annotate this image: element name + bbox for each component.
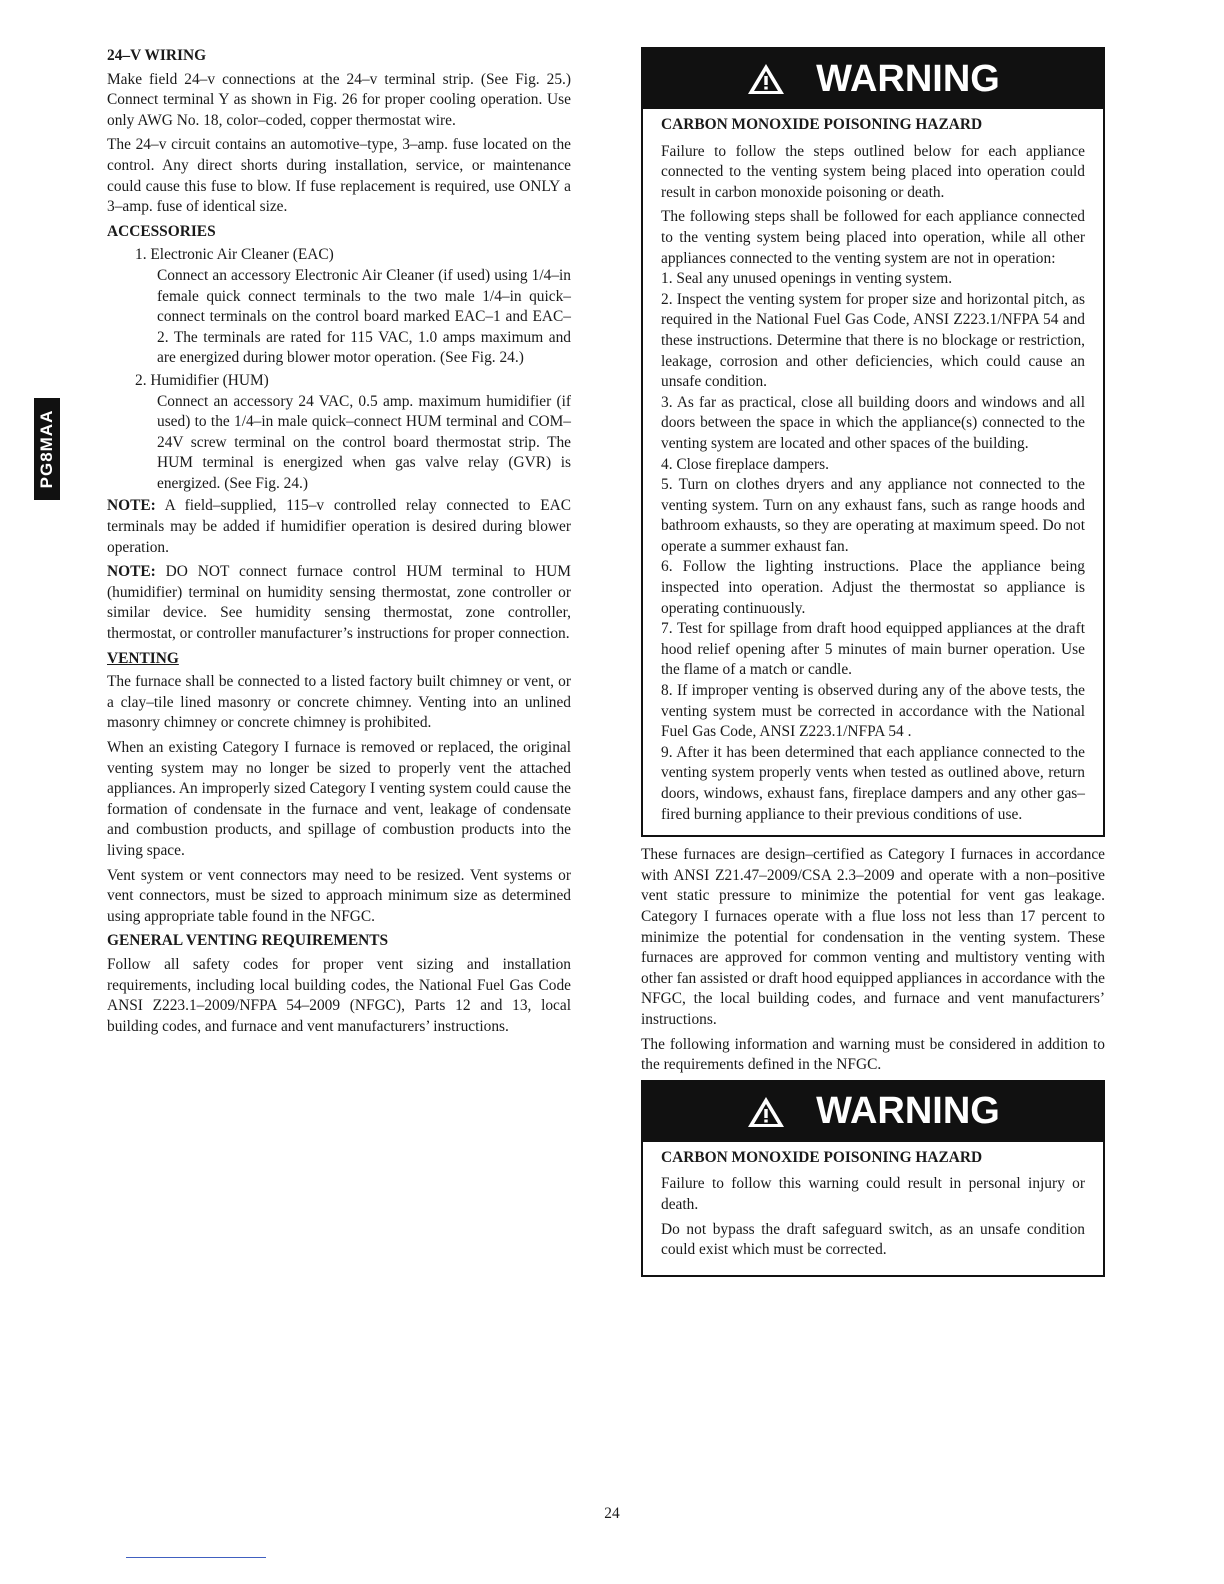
- left-column: [107, 46, 571, 1041]
- side-tab: [34, 398, 60, 500]
- warning-triangle-icon: [746, 1095, 786, 1129]
- category-paragraph: These furnaces are design–certified as Category I furnaces in accordance with ANSI Z21.47–2009/CSA 2.3–2009 and operate with a non–positive vent static pressure to minimize the potential for vent gas leakage. Category I furnaces operate with a flue loss not less than 17 percent to minimize the potential for condensation in the venting system. These furnaces are approved for common venting and multistory venting with other fan assisted or draft hood equipped appliances in accordance with the NFGC, the local building codes, and furnace and vent manufacturers’ instructions.: [641, 846, 1105, 1028]
- venting-heading: VENTING: [107, 649, 179, 667]
- warning-step: 3. As far as practical, close all building doors and windows and all doors between the space in which the appliance(s) connected to the venting system are located and other spaces of the building.: [661, 393, 1085, 452]
- note-2-text: DO NOT connect furnace control HUM terminal to HUM (humidifier) terminal on humidity sensing thermostat, zone controller or similar device. See humidity sensing thermostat, zone controller, thermostat, or controller manufacturer’s instructions for proper connection.: [107, 563, 571, 643]
- wiring-paragraph-1: Make field 24–v connections at the 24–v terminal strip. (See Fig. 25.) Connect terminal Y as shown in Fig. 26 for proper cooling operation. Use only AWG No. 18, color–coded, copper thermostat wire.: [107, 70, 571, 129]
- footer-rule: [126, 1557, 266, 1558]
- wiring-heading: 24–V WIRING: [107, 47, 207, 64]
- warning-step: 7. Test for spillage from draft hood equipped appliances at the draft hood relief opening after 5 minutes of main burner operation. Use the flame of a match or candle.: [661, 620, 1085, 679]
- warning-step: 2. Inspect the venting system for proper size and horizontal pitch, as required in the National Fuel Gas Code, ANSI Z223.1/NFPA 54 and these instructions. Determine that there is no blockage or restriction, leakage, corrosion and other deficiencies, which could cause an unsafe condition.: [661, 290, 1085, 391]
- venting-paragraph-3: Vent system or vent connectors may need to be resized. Vent systems or vent connectors, must be sized to approach minimum size as determined using appropriate table found in the NFGC.: [107, 866, 571, 925]
- warning-box-1: [641, 47, 1105, 837]
- page-number: 24: [604, 1505, 620, 1522]
- warning-label-2: WARNING: [816, 1090, 1000, 1133]
- accessory-item: [107, 371, 571, 495]
- warning-body-2: [643, 1142, 1103, 1275]
- hazard-title-1: CARBON MONOXIDE POISONING HAZARD: [661, 116, 983, 133]
- warning-label-1: WARNING: [816, 57, 1000, 100]
- warning-header-2: [643, 1082, 1103, 1142]
- venting-paragraph-2: When an existing Category I furnace is removed or replaced, the original venting system may no longer be sized to properly vent the attached appliances. An improperly sized Category I venting system could cause the formation of condensate in the furnace and vent, leakage of condensate and combustion products, and spillage of combustion products into the living space.: [107, 739, 571, 859]
- wiring-paragraph-2: The 24–v circuit contains an automotive–type, 3–amp. fuse located on the control. Any direct shorts during installation, service, or maintenance could cause this fuse to blow. If fuse replacement is required, use ONLY a 3–amp. fuse of identical size.: [107, 136, 571, 216]
- warning-1-paragraph-2: The following steps shall be followed for each appliance connected to the venting system being placed into operation, while all other appliances connected to the venting system are not in operation:: [661, 208, 1085, 267]
- warning-step: 6. Follow the lighting instructions. Place the appliance being inspected into operation. Adjust the thermostat so appliance is operating continuously.: [661, 558, 1085, 617]
- nfgc-paragraph: The following information and warning must be considered in addition to the requirements defined in the NFGC.: [641, 1035, 1105, 1074]
- accessory-text: Connect an accessory Electronic Air Cleaner (if used) using 1/4–in female quick connect terminals to the two male 1/4–in quick–connect terminals on the control board marked EAC–1 and EAC–2. The terminals are rated for 115 VAC, 1.0 amps maximum and are energized during blower motor operation. (See Fig. 24.): [157, 266, 571, 367]
- general-venting-paragraph: Follow all safety codes for proper vent sizing and installation requirements, including local building codes, the National Fuel Gas Code ANSI Z223.1–2009/NFPA 54–2009 (NFGC), Parts 12 and 13, local building codes, and furnace and vent manufacturers’ instructions.: [107, 955, 571, 1035]
- warning-triangle-icon: [746, 62, 786, 96]
- warning-box-2: [641, 1080, 1105, 1277]
- warning-2-paragraph-2: Do not bypass the draft safeguard switch, as an unsafe condition could exist which must be corrected.: [661, 1220, 1085, 1259]
- note-2-label: NOTE:: [107, 563, 156, 581]
- warning-1-paragraph-1: Failure to follow the steps outlined below for each appliance connected to the venting system being placed into operation could result in carbon monoxide poisoning or death.: [661, 142, 1085, 201]
- warning-header-1: [643, 49, 1103, 109]
- accessory-item: [107, 245, 571, 369]
- warning-step: 1. Seal any unused openings in venting system.: [661, 270, 953, 288]
- warning-2-paragraph-1: Failure to follow this warning could result in personal injury or death.: [661, 1175, 1085, 1213]
- note-2: [107, 562, 571, 644]
- right-column: [641, 47, 1105, 1277]
- side-tab-label: PG8MAA: [37, 409, 56, 489]
- accessory-title: 1. Electronic Air Cleaner (EAC): [135, 246, 334, 264]
- note-1: [107, 496, 571, 558]
- warning-step: 5. Turn on clothes dryers and any appliance not connected to the venting system. Turn on any exhaust fans, such as range hoods and bathroom exhausts, so they are operating at maximum speed. Do not operate a summer exhaust fan.: [661, 476, 1085, 555]
- accessory-text: Connect an accessory 24 VAC, 0.5 amp. maximum humidifier (if used) to the 1/4–in male quick–connect HUM terminal and COM–24V screw terminal on the control board thermostat strip. The HUM terminal is energized when gas valve relay (GVR) is energized. (See Fig. 24.): [157, 392, 571, 492]
- warning-body-1: [643, 109, 1103, 835]
- note-1-label: NOTE:: [107, 497, 156, 515]
- warning-step: 4. Close fireplace dampers.: [661, 455, 829, 473]
- note-1-text: A field–supplied, 115–v controlled relay connected to EAC terminals may be added if humidifier operation is desired during blower operation.: [107, 497, 571, 556]
- venting-paragraph-1: The furnace shall be connected to a listed factory built chimney or vent, or a clay–tile lined masonry or concrete chimney. Venting into an unlined masonry chimney or concrete chimney is prohibited.: [107, 673, 571, 732]
- accessories-heading: ACCESSORIES: [107, 222, 216, 240]
- hazard-title-2: CARBON MONOXIDE POISONING HAZARD: [661, 1148, 983, 1166]
- warning-step: 9. After it has been determined that each appliance connected to the venting system properly vents when tested as outlined above, return doors, windows, exhaust fans, fireplace dampers and any other gas–fired burning appliance to their previous conditions of use.: [661, 743, 1085, 823]
- warning-step: 8. If improper venting is observed during any of the above tests, the venting system must be corrected in accordance with the National Fuel Gas Code, ANSI Z223.1/NFPA 54 .: [661, 682, 1085, 741]
- accessory-title: 2. Humidifier (HUM): [135, 371, 269, 389]
- general-venting-heading: GENERAL VENTING REQUIREMENTS: [107, 932, 389, 950]
